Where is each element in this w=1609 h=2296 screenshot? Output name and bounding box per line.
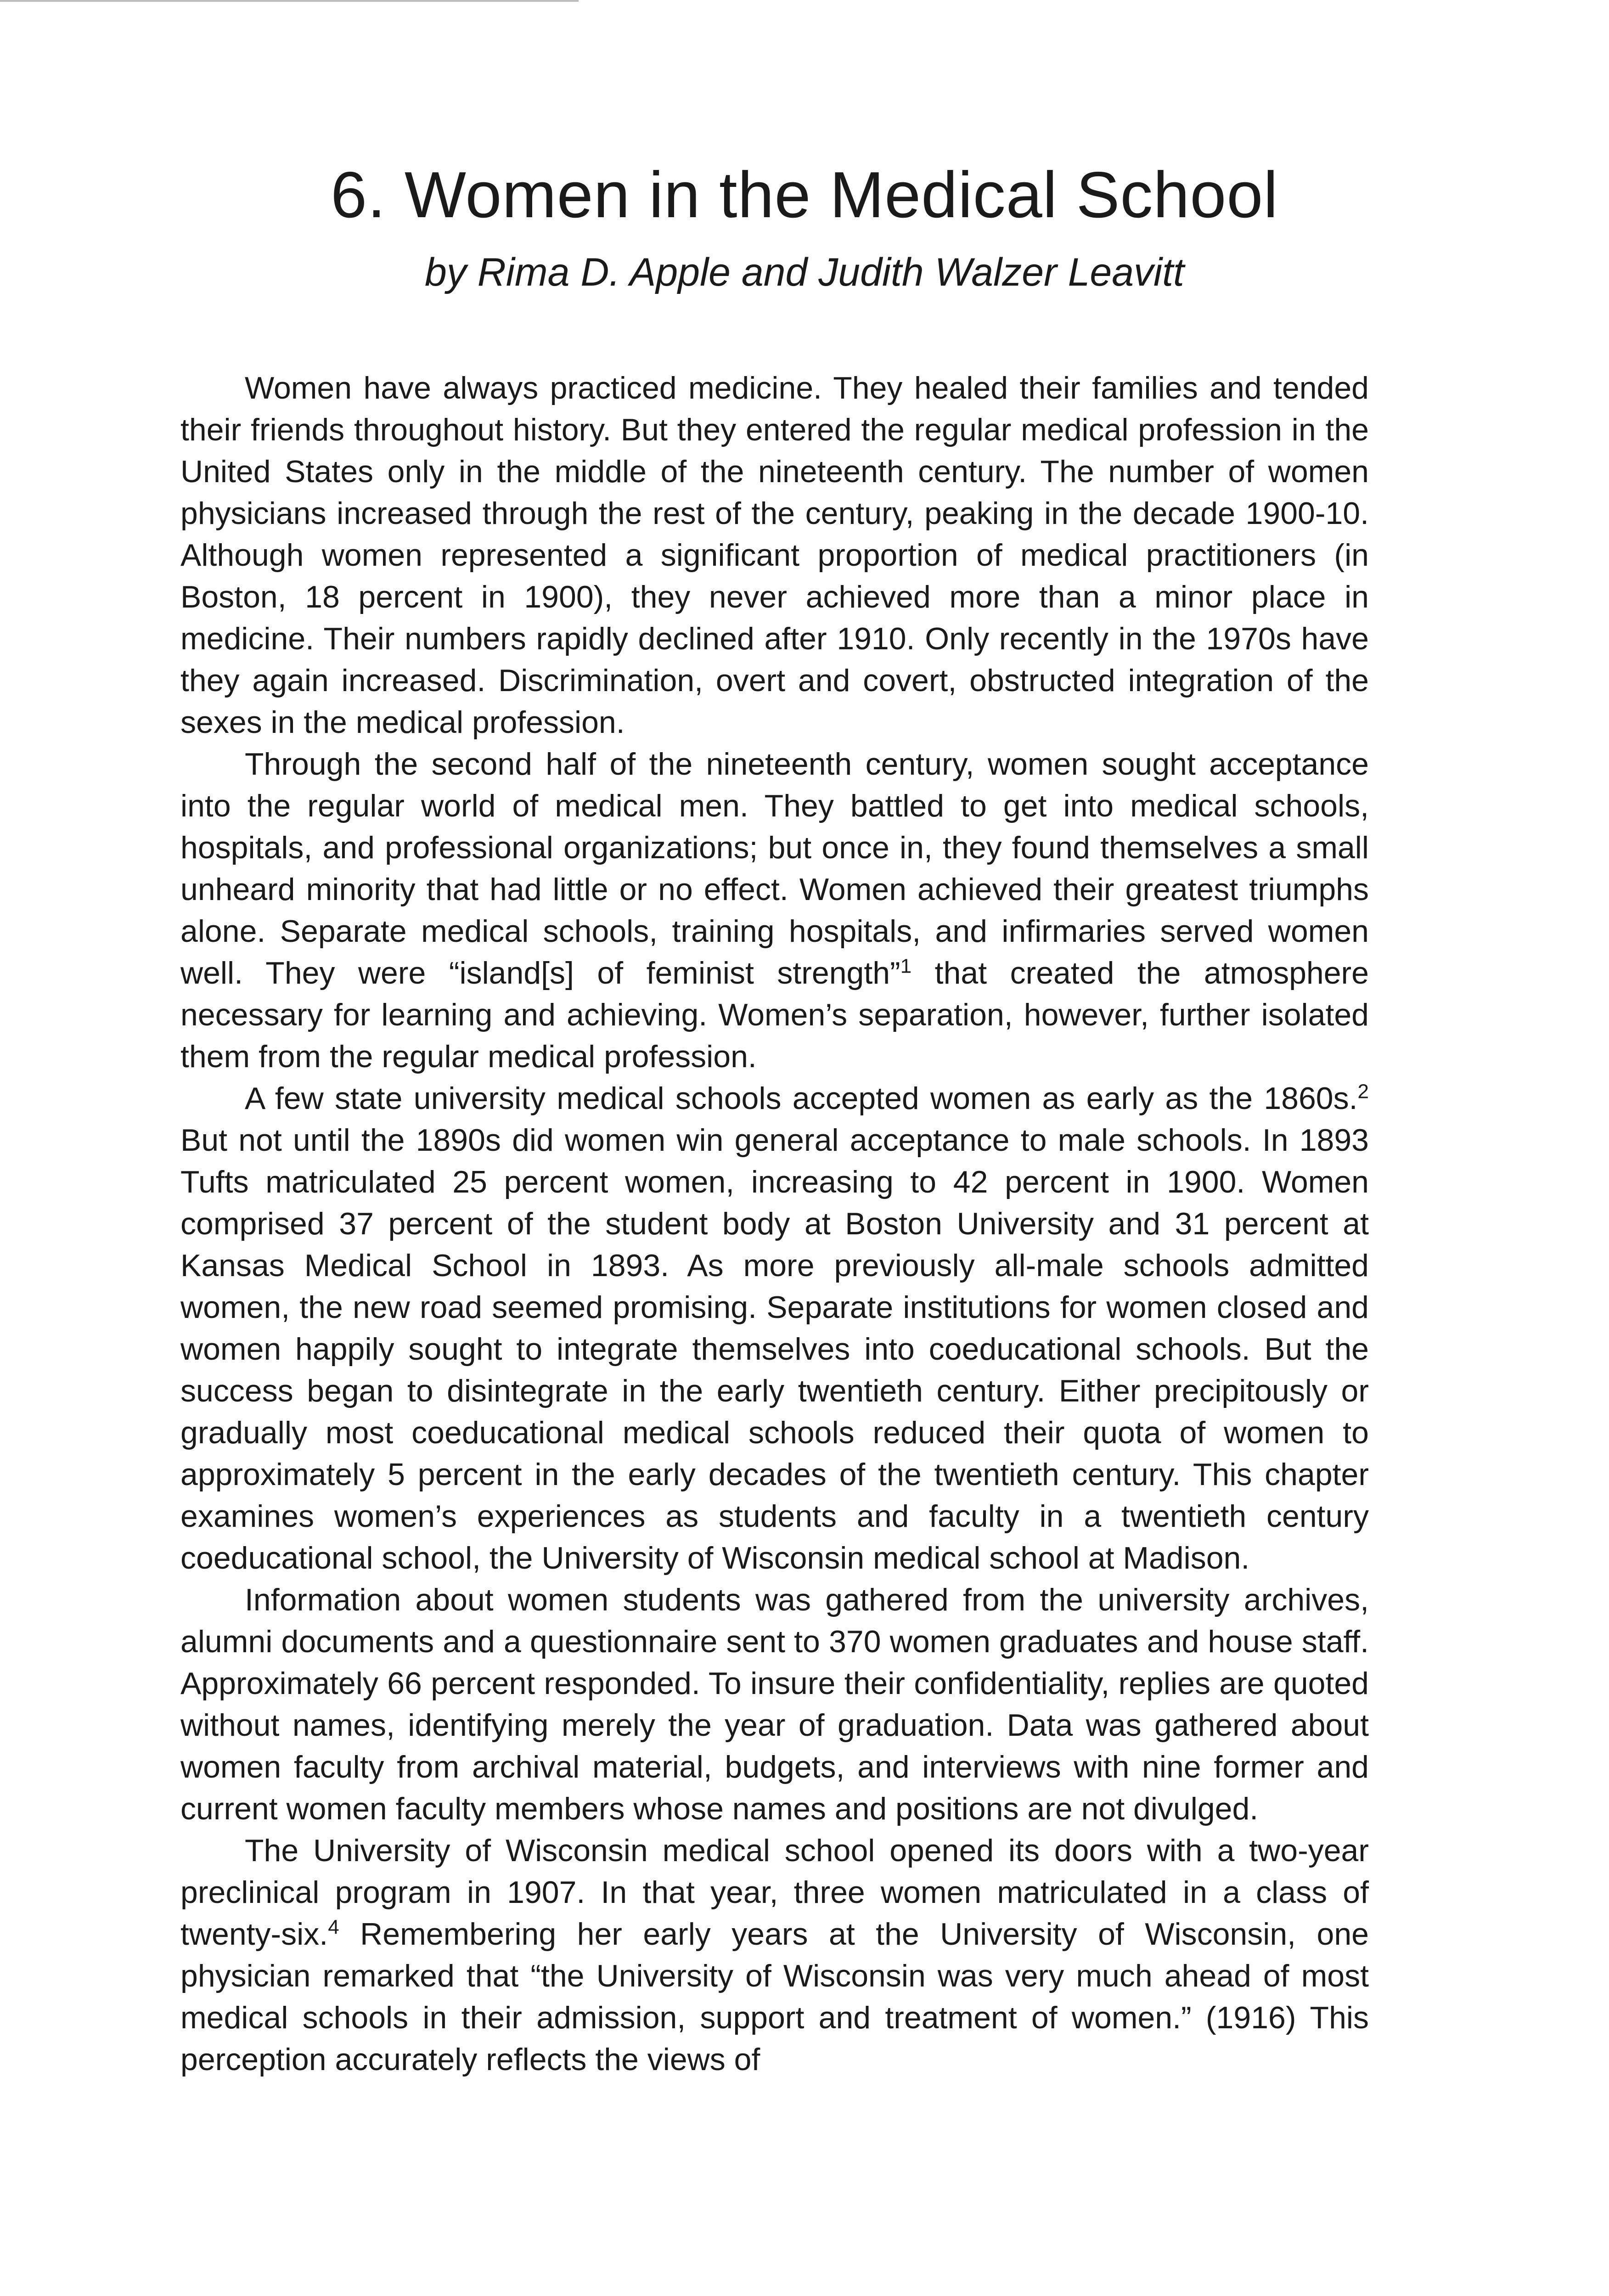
paragraph-text: Through the second half of the nineteenth century, women sought acceptance into the regular world of medical men. They battled to get into medical schools, hospitals, and professional organizations; but once in, they found themselves a small unheard minority that had little or no effect. Women achieved their greatest triumphs alone. Separate medical schools, training hospitals, and infirmaries served women well. They were “island[s] of feminist strength” xyxy=(180,747,1369,990)
paragraph-text: But not until the 1890s did women win general acceptance to male schools. In 1893 Tufts matriculated 25 percent women, increasing to 42 percent in 1900. Women comprised 37 percent of the student body at Boston University and 31 percent at Kansas Medical School in 1893. As more previously all-male schools admitted women, the new road seemed promising. Separate institutions for women closed and women happily sought to integrate themselves into coeducational schools. But the success began to disintegrate in the early twentieth century. Either precipitously or gradually most coeducational medical schools reduced their quota of women to approximately 5 percent in the early decades of the twentieth century. This chapter examines women’s experiences as students and faculty in a twentieth century coeducational school, the University of Wisconsin medical school at Madison. xyxy=(180,1123,1369,1576)
paragraph-text: that created the atmosphere necessary for learning and achieving. Women’s separation, however, further isolated them from the regular medical profession. xyxy=(180,956,1369,1074)
paragraph xyxy=(180,1078,1369,1579)
chapter-byline: by Rima D. Apple and Judith Walzer Leavitt xyxy=(425,250,1184,294)
footnote-ref: 4 xyxy=(328,1916,339,1939)
paragraph xyxy=(180,1830,1369,2081)
paragraph-text: Information about women students was gathered from the university archives, alumni documents and a questionnaire sent to 370 women graduates and house staff. Approximately 66 percent responded. To insure their confidentiality, replies are quoted without names, identifying merely the year of graduation. Data was gathered about women faculty from archival material, budgets, and interviews with nine former and current women faculty members whose names and positions are not divulged. xyxy=(180,1582,1369,1826)
footnote-ref: 1 xyxy=(900,955,912,978)
paragraph xyxy=(180,1579,1369,1830)
paragraph-text: The University of Wisconsin medical school opened its doors with a two-year preclinical program in 1907. In that year, three women matriculated in a class of twenty-six. xyxy=(180,1833,1369,1952)
body-text xyxy=(180,367,1369,2081)
footnote-ref: 2 xyxy=(1357,1080,1369,1103)
paragraph xyxy=(180,743,1369,1078)
paragraph xyxy=(180,367,1369,743)
chapter-title: 6. Women in the Medical School xyxy=(331,158,1278,231)
top-rule xyxy=(0,0,579,2)
paragraph-text: A few state university medical schools accepted women as early as the 1860s. xyxy=(245,1081,1358,1116)
paragraph-text: Remembering her early years at the University of Wisconsin, one physician remarked that “the University of Wisconsin was very much ahead of most medical schools in their admission, support and treatment of women.” (1916) This perception accurately reflects the views of xyxy=(180,1917,1369,2077)
paragraph-text: Women have always practiced medicine. They healed their families and tended their friends throughout history. But they entered the regular medical profession in the United States only in the middle of the nineteenth century. The number of women physicians increased through the rest of the century, peaking in the decade 1900-10. Although women represented a significant proportion of medical practitioners (in Boston, 18 percent in 1900), they never achieved more than a minor place in medicine. Their numbers rapidly declined after 1910. Only recently in the 1970s have they again increased. Discrimination, overt and covert, obstructed integration of the sexes in the medical profession. xyxy=(180,371,1369,740)
